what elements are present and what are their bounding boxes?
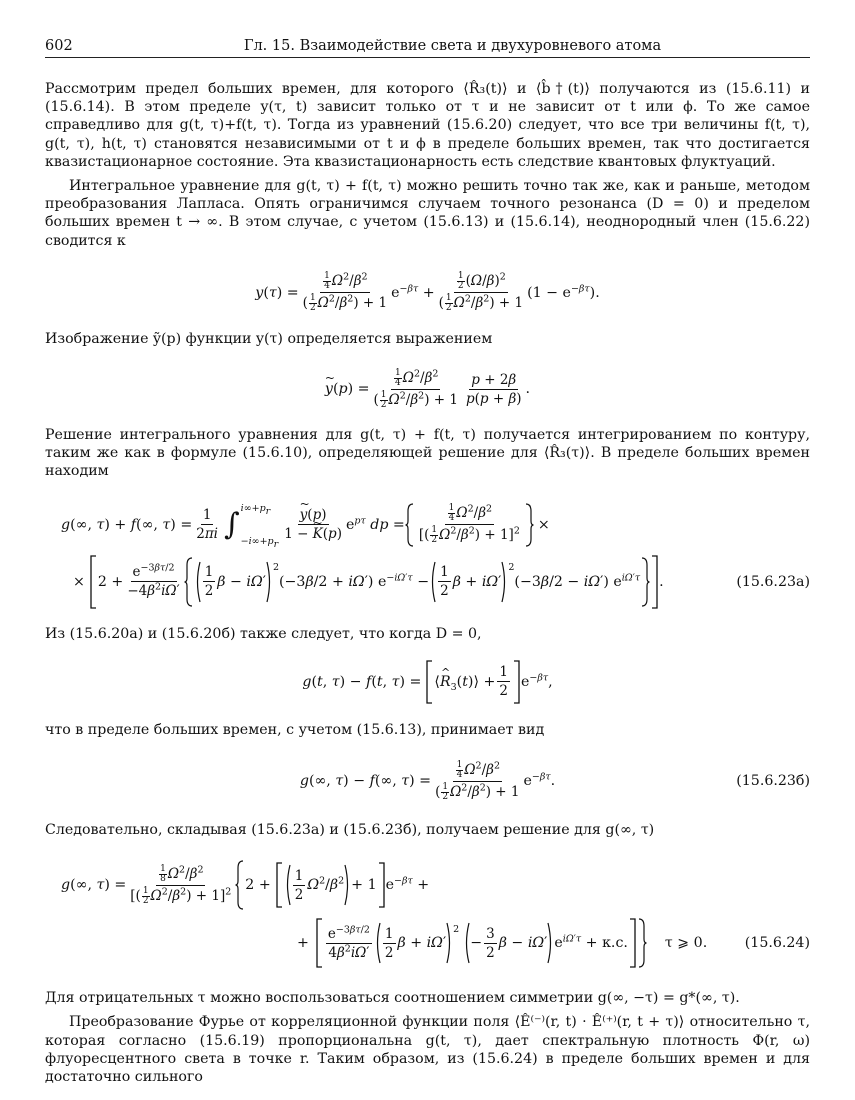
paragraph-1: Рассмотрим предел больших времен, для которого ⟨R̂₃(t)⟩ и ⟨b̂†(t)⟩ получаются из (15.6.11) и (15.6.14). В этом пределе y(τ, t) зависит только от τ и не зависит от t или ϕ. То же самое справедливо для g(t, τ)+f(t, τ). Тогда из уравнений (15.6.20) следует, что все три величины f(t, τ), g(t, τ), h(t, τ) становятся независимыми от t и ϕ в пределе больших времен, так что достигается квазистационарное состояние. Эта квазистационарность есть следствие квантовых флуктуаций.	[45, 81, 810, 170]
right-paren-icon	[446, 922, 453, 964]
paragraph-5: Из (15.6.20а) и (15.6.20б) также следует, что когда D = 0,	[45, 625, 482, 642]
page-number: 602	[45, 38, 73, 54]
paragraph-9: Преобразование Фурье от корреляционной функции поля ⟨Ê⁽⁻⁾(r, t) · Ê⁽⁺⁾(r, t + τ)⟩ относительно τ, которая согласно (15.6.19) пропорциональна g(t, τ), дает спектральную плотность Φ(r, ω) флуоресцентного света в точке r. Таким образом, из (15.6.24) в пределе больших времен и для достаточно сильного	[45, 1014, 810, 1086]
equation-label-24: (15.6.24)	[744, 935, 810, 952]
equation-y-tau: y(τ) = $\frac{1}{4}$ $\Omega^2/\beta^2$ ( $\frac{1}{2}$ $\Omega^2/\beta^2) + 1$ $e^{-\beta\tau}$ + $\frac{1}{2}$ $(\Omega/\beta)^2$ ( $\frac{1}{2}$ $\Omega^2/\beta^2) + 1$ $(1 - e^{-\beta\tau})$.	[255, 271, 600, 314]
right-bracket-icon	[628, 918, 637, 968]
paragraph-6: что в пределе больших времен, с учетом (15.6.13), принимает вид	[45, 721, 545, 738]
right-bracket-icon	[650, 555, 659, 609]
paragraph-4: Решение интегрального уравнения для g(t, τ) + f(t, τ) получается интегрированием по контуру, таким же как в формуле (15.6.10), определяющей решение для ⟨R̂₃(τ)⟩. В пределе больших времен находим	[45, 427, 810, 480]
left-brace-icon	[184, 557, 194, 607]
right-paren-icon	[501, 561, 508, 603]
paragraph-3: Изображение ỹ(p) функции y(τ) определяется выражением	[45, 330, 493, 347]
equation-y-tilde: y ~(p) = $\frac{1}{4}$ $\Omega^2/\beta^2$ ( $\frac{1}{2}$ $\Omega^2/\beta^2) + 1$ p + 2β p(p + β) .	[45, 362, 810, 416]
page	[45, 38, 810, 1086]
right-brace-icon	[524, 503, 534, 547]
right-brace-icon	[640, 557, 650, 607]
left-bracket-icon	[425, 660, 434, 704]
left-brace-icon	[235, 860, 245, 910]
left-paren-icon	[194, 561, 201, 603]
right-bracket-icon	[512, 660, 521, 704]
equation-label-23a: (15.6.23а)	[736, 573, 810, 590]
running-header	[45, 38, 810, 58]
paragraph-7: Следовательно, складывая (15.6.23а) и (15.6.23б), получаем решение для g(∞, τ)	[45, 822, 655, 839]
equation-g-minus-f: g(t, τ) − f(t, τ) = ⟨R $\^{}_3(t)⟩$ + $\frac{1}{2}$ $e^{-\beta\tau}$,	[45, 657, 810, 707]
paragraph-2: Интегральное уравнение для g(t, τ) + f(t, τ) можно решить точно так же, как и раньше, методом преобразования Лапласа. Опять ограничимся случаем точного резонанса (D = 0) и пределом больших времен t → ∞. В этом случае, с учетом (15.6.13) и (15.6.14), неоднородный член (15.6.22) сводится к	[45, 178, 810, 249]
right-bracket-icon	[377, 862, 386, 908]
left-paren-icon	[284, 864, 291, 906]
left-bracket-icon	[275, 862, 284, 908]
running-title: Гл. 15. Взаимодействие света и двухуровневого атома	[243, 38, 662, 54]
left-paren-icon	[374, 922, 381, 964]
right-paren-icon	[547, 922, 554, 964]
complex-conjugate: к.с.	[602, 935, 628, 952]
equation-15-6-23a: g(∞, τ) + f(∞, τ) = $\frac{1}{2\pi i}$ ∫ $i\infty+p_r$ $-i\infty+p_r$ y ~(p) 1 − K ~(p) $e^{p\tau}$ dp = $\frac{1}{4}$ $\Omega^2/\beta^2$ [( $\frac{1}{2}$ $\Omega^2/\beta^2) + 1]^2$ × × 2 + $\frac{e^{-3\beta\tau/2}}{-4\beta^2i\Omega'}$ 1 2 β − iΩ′ 2 (−3β/2 + iΩ′) $e^{-i\Omega'\tau}$ − 1 2 β + iΩ′ 2 (−3β/2 − iΩ′) $e^{i\Omega'\tau}$ . (15.6.23а)	[45, 497, 810, 611]
left-paren-icon	[429, 561, 436, 603]
equation-label-23b: (15.6.23б)	[736, 773, 810, 790]
left-bracket-icon	[89, 555, 98, 609]
equation-15-6-24: g(∞, τ) = $\frac{1}{8}$ $\Omega^2/\beta^2$ [( $\frac{1}{2}$ $\Omega^2/\beta^2) + 1]^2$ 2 + 1 2 $\Omega^2/\beta^2$ + 1 $e^{-\beta\tau}$ + + $e^{-3\beta\tau/2}$ $4\beta^2i\Omega'$ 1 2 β + iΩ′ 2 − $\frac{3}{2}$ β − iΩ′ $e^{i\Omega'\tau} + к.с$. τ ⩾ 0. (15.6.24)	[45, 857, 810, 973]
equation-15-6-23b: g(∞, τ) − f(∞, τ) = $\frac{1}{4}$ $\Omega^2/\beta^2$ ( $\frac{1}{2}$ $\Omega^2/\beta^2) + 1$ $e^{-\beta\tau}$. (15.6.23б)	[299, 759, 810, 802]
left-bracket-icon	[315, 918, 324, 968]
left-paren-icon	[463, 922, 470, 964]
equation-condition: τ ⩾ 0.	[664, 935, 708, 952]
right-paren-icon	[344, 864, 351, 906]
paragraph-8: Для отрицательных τ можно воспользоваться соотношением симметрии g(∞, −τ) = g*(∞, τ).	[45, 990, 740, 1007]
right-brace-icon	[637, 918, 647, 968]
right-paren-icon	[266, 561, 273, 603]
left-brace-icon	[405, 503, 415, 547]
